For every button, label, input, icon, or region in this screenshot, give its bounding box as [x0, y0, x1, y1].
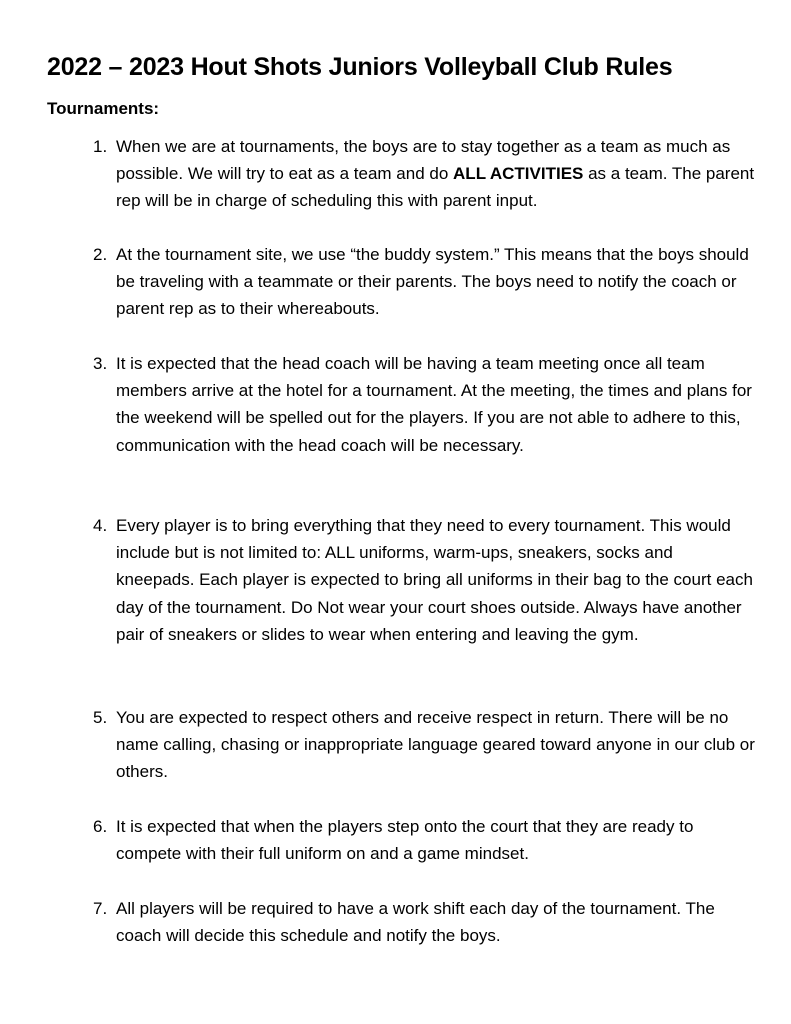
rule-text-after: as a team. The parent rep will be in charge of scheduling this with parent input. [116, 164, 755, 211]
rule-item-2 [93, 241, 763, 323]
rule-emphasis: ALL ACTIVITIES [453, 164, 584, 184]
rule-item-1 [93, 133, 763, 215]
rule-text: At the tournament site, we use “the buddy system.” This means that the boys should be traveling with a teammate or their parents. The boys need to notify the coach or parent rep as to their whereabouts. [116, 245, 749, 319]
rule-text-before: When we are at tournaments, the boys are to stay together as a team as much as possible. We will try to eat as a team and do [116, 137, 731, 184]
rule-text: It is expected that the head coach will be having a team meeting once all team members arrive at the hotel for a tournament. At the meeting, the times and plans for the weekend will be spelled out for the players. If you are not able to adhere to this, communication with the head coach will be necessary. [116, 354, 752, 455]
rule-item-3 [93, 350, 763, 459]
document-title: 2022 – 2023 Hout Shots Juniors Volleyball Club Rules [47, 53, 673, 81]
rule-number: 3. [93, 354, 108, 373]
rule-number: 2. [93, 245, 108, 264]
rule-item-7 [93, 895, 763, 949]
rule-text [116, 133, 756, 215]
rule-text: It is expected that when the players step onto the court that they are ready to compete with their full uniform on and a game mindset. [116, 817, 694, 864]
rule-number: 5. [93, 708, 108, 727]
rule-item-5 [93, 704, 763, 786]
rule-number: 4. [93, 516, 108, 535]
rule-number: 6. [93, 817, 108, 836]
rule-number: 1. [93, 137, 108, 156]
rule-item-4 [93, 512, 763, 648]
rule-item-6 [93, 813, 763, 867]
rule-text: All players will be required to have a work shift each day of the tournament. The coach will decide this schedule and notify the boys. [116, 899, 715, 946]
section-heading-tournaments: Tournaments: [47, 99, 160, 118]
rule-number: 7. [93, 899, 108, 918]
rule-text: Every player is to bring everything that they need to every tournament. This would include but is not limited to: ALL uniforms, warm-ups, sneakers, socks and kneepads. Each player is expected to bring all uniforms in their bag to the court each day of the tournament. Do Not wear your court shoes outside. Always have another pair of sneakers or slides to wear when entering and leaving the gym. [116, 516, 753, 644]
rule-text: You are expected to respect others and receive respect in return. There will be no name calling, chasing or inappropriate language geared toward anyone in our club or others. [116, 708, 755, 782]
